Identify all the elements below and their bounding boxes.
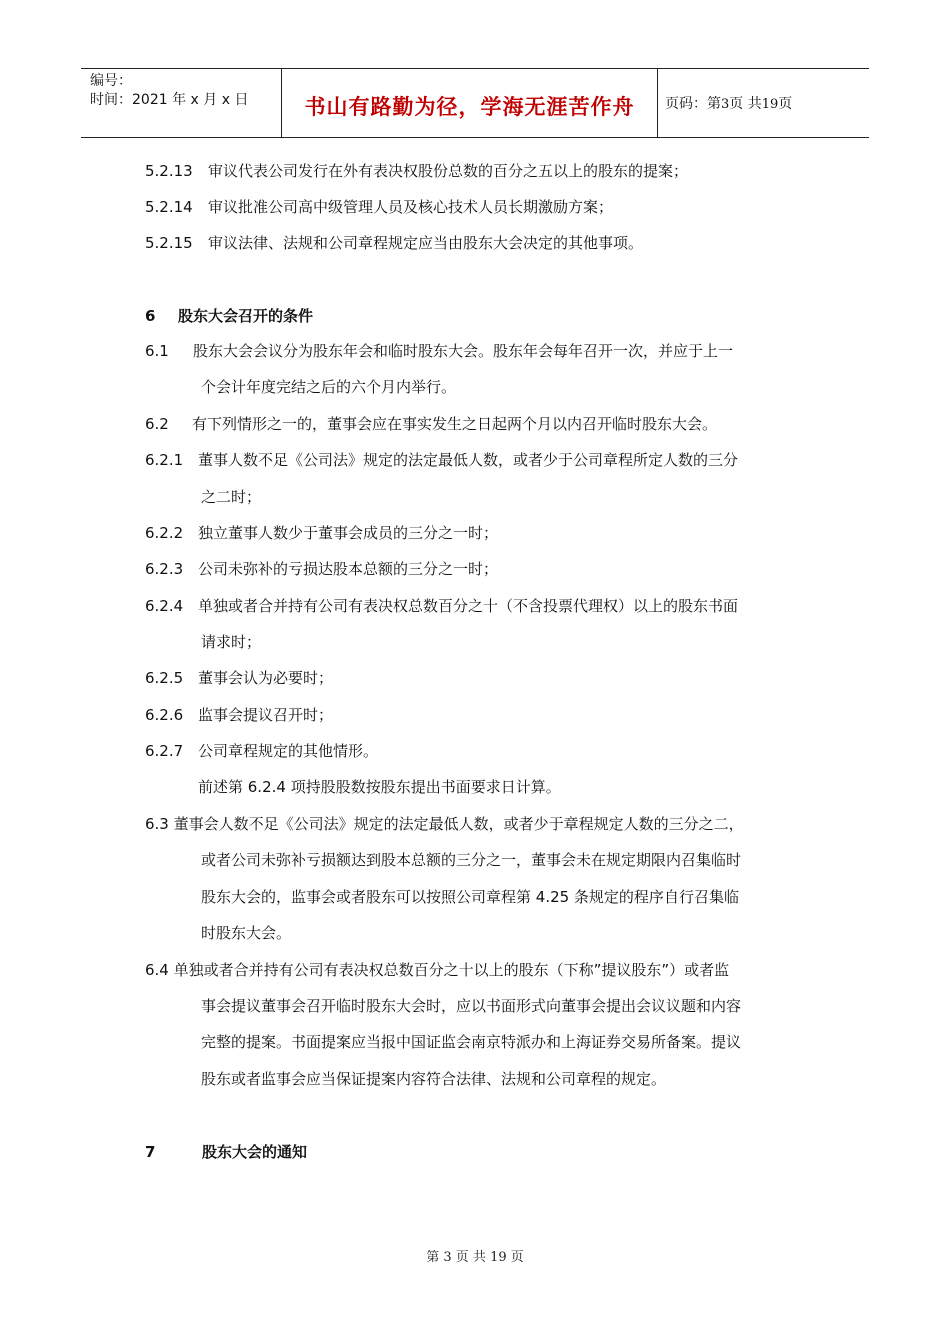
clause-number: 6.2 <box>145 415 169 433</box>
clause-text: 股东大会的，监事会或者股东可以按照公司章程第 4.25 条规定的程序自行召集临 <box>201 888 739 906</box>
clause-5-2-13 <box>145 161 688 181</box>
clause-number: 5.2.14 <box>145 198 193 216</box>
page-mid: 页 共 <box>729 96 762 112</box>
clause-number: 5.2.13 <box>145 162 193 180</box>
motto-text: 书山有路勤为径，学海无涯苦作舟 <box>304 95 635 119</box>
clause-6-1-cont <box>201 377 456 397</box>
clause-number: 6.2.1 <box>145 451 184 469</box>
clause-6-4-cont-2 <box>201 1032 741 1052</box>
footer-page-total: 19 <box>490 1250 507 1265</box>
footer-mid: 页 共 <box>455 1250 486 1265</box>
clause-5-2-14 <box>145 197 613 217</box>
code-label: 编号： <box>90 73 132 89</box>
clause-6-4-cont-3 <box>201 1069 666 1089</box>
clause-text: 请求时； <box>201 633 262 651</box>
clause-number: 6.1 <box>145 342 169 360</box>
page-total: 19 <box>761 97 779 112</box>
clause-text: 股东或者监事会应当保证提案内容符合法律、法规和公司章程的规定。 <box>201 1070 667 1088</box>
clause-text: 独立董事人数少于董事会成员的三分之一时； <box>198 524 499 542</box>
clause-6-2-1-cont <box>201 487 261 507</box>
clause-6-2-note <box>198 777 561 797</box>
clause-text: 董事人数不足《公司法》规定的法定最低人数，或者少于公司章程所定人数的三分 <box>198 451 739 469</box>
page-prefix: 页码：第 <box>665 96 721 112</box>
section-number: 7 <box>145 1143 156 1161</box>
clause-text: 时股东大会。 <box>201 924 292 942</box>
section-title: 股东大会召开的条件 <box>178 307 314 325</box>
clause-6-2-2 <box>145 523 498 543</box>
clause-text: 董事会认为必要时； <box>198 669 334 687</box>
page-header <box>81 68 869 138</box>
clause-number: 5.2.15 <box>145 234 193 252</box>
page-number: 3 <box>721 97 730 112</box>
clause-text: 或者公司未弥补亏损额达到股本总额的三分之一，董事会未在规定期限内召集临时 <box>201 851 742 869</box>
header-page-info <box>665 93 792 113</box>
clause-text: 6.3 董事会人数不足《公司法》规定的法定最低人数，或者少于章程规定人数的三分之二， <box>145 815 744 833</box>
clause-text: 股东大会会议分为股东年会和临时股东大会。股东年会每年召开一次，并应于上一 <box>193 342 734 360</box>
footer-suffix: 页 <box>510 1250 524 1265</box>
clause-6-3-cont-1 <box>201 850 741 870</box>
page-suffix: 页 <box>778 96 793 112</box>
clause-6-2-4 <box>145 596 738 616</box>
section-title: 股东大会的通知 <box>202 1143 308 1161</box>
clause-number: 6.2.6 <box>145 706 184 724</box>
clause-number: 6.2.2 <box>145 524 184 542</box>
page-footer <box>0 1246 950 1265</box>
clause-text: 公司未弥补的亏损达股本总额的三分之一时； <box>198 560 499 578</box>
clause-6-4 <box>145 960 729 980</box>
footer-page-number: 3 <box>443 1250 452 1265</box>
clause-number: 6.2.7 <box>145 742 184 760</box>
clause-text: 监事会提议召开时； <box>198 706 334 724</box>
clause-text: 审议法律、法规和公司章程规定应当由股东大会决定的其他事项。 <box>208 234 644 252</box>
clause-6-1 <box>145 341 733 361</box>
section-number: 6 <box>145 307 156 325</box>
clause-text: 单独或者合并持有公司有表决权总数百分之十（不含投票代理权）以上的股东书面 <box>198 597 739 615</box>
clause-text: 完整的提案。书面提案应当报中国证监会南京特派办和上海证券交易所备案。提议 <box>201 1033 742 1051</box>
header-meta <box>81 69 281 137</box>
clause-5-2-15 <box>145 233 643 253</box>
clause-6-2-6 <box>145 705 333 725</box>
time-label: 时间：2021 年 x 月 x 日 <box>90 92 249 108</box>
clause-text: 审议批准公司高中级管理人员及核心技术人员长期激励方案； <box>208 198 614 216</box>
clause-6-2-3 <box>145 559 498 579</box>
clause-6-3-cont-2 <box>201 887 739 907</box>
clause-6-4-cont-1 <box>201 996 741 1016</box>
clause-text: 个会计年度完结之后的六个月内举行。 <box>201 378 457 396</box>
clause-6-3-cont-3 <box>201 923 291 943</box>
clause-6-2 <box>145 414 717 434</box>
clause-text: 审议代表公司发行在外有表决权股份总数的百分之五以上的股东的提案； <box>208 162 689 180</box>
clause-text: 有下列情形之一的，董事会应在事实发生之日起两个月以内召开临时股东大会。 <box>192 415 718 433</box>
clause-text: 6.4 单独或者合并持有公司有表决权总数百分之十以上的股东（下称”提议股东”）或者监 <box>145 961 730 979</box>
clause-text: 事会提议董事会召开临时股东大会时，应以书面形式向董事会提出会议议题和内容 <box>201 997 742 1015</box>
clause-text: 之二时； <box>201 488 262 506</box>
clause-6-2-5 <box>145 668 333 688</box>
clause-6-2-7 <box>145 741 378 761</box>
header-page-cell <box>657 69 869 137</box>
clause-number: 6.2.5 <box>145 669 184 687</box>
clause-text: 公司章程规定的其他情形。 <box>198 742 379 760</box>
section-7-heading <box>145 1142 307 1162</box>
header-motto-cell <box>281 69 658 137</box>
clause-6-3 <box>145 814 744 834</box>
clause-number: 6.2.4 <box>145 597 184 615</box>
clause-number: 6.2.3 <box>145 560 184 578</box>
footer-prefix: 第 <box>426 1250 440 1265</box>
clause-6-2-4-cont <box>201 632 261 652</box>
clause-text: 前述第 6.2.4 项持股股数按股东提出书面要求日计算。 <box>198 778 561 796</box>
clause-6-2-1 <box>145 450 738 470</box>
section-6-heading <box>145 306 313 326</box>
